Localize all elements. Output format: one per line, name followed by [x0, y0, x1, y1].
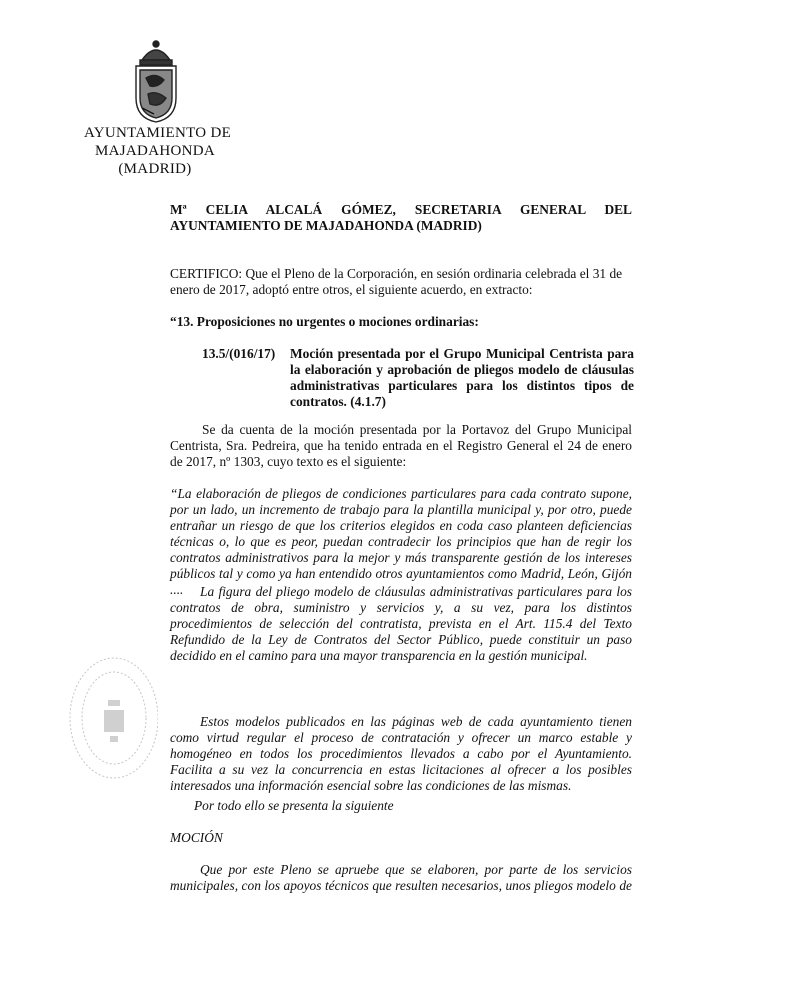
item-heading-text: “13. Proposiciones no urgentes o mociones ordinarias: [170, 314, 479, 329]
certifier-line-2: AYUNTAMIENTO DE MAJADAHONDA (MADRID) [170, 218, 482, 233]
quote1-line-4: técnicas o, lo que es peor, puedan contradecir los principios que han de regir los [170, 534, 632, 549]
quote3-line-2: como virtud regular el proceso de contratación y ofrecer un marco estable y [170, 730, 632, 745]
quote-paragraph-2 [170, 584, 632, 664]
certifier-heading [170, 202, 632, 234]
quote-paragraph-4 [170, 798, 632, 814]
quote3-line-4: Facilita a su vez la concurrencia en estas licitaciones al ofrecer a los posibles [170, 762, 632, 777]
certifico-paragraph [170, 266, 632, 298]
quote1-line-3: entrañar un riesgo de que los criterios elegidos en coda caso planteen deficiencias [170, 518, 632, 533]
intro-line-1: Se da cuenta de la moción presentada por la Portavoz del Grupo Municipal [202, 422, 632, 437]
motion-block [202, 346, 634, 410]
motion-title-line-4: contratos. (4.1.7) [290, 394, 386, 409]
motion-title [290, 346, 634, 410]
quote1-line-1: “La elaboración de pliegos de condiciones particulares para cada contrato supone, [170, 486, 632, 501]
quote1-line-6: públicos tal y como ya han entendido otros ayuntamientos como Madrid, León, Gijón [170, 566, 632, 581]
certifico-line-2: enero de 2017, adoptó entre otros, el siguiente acuerdo, en extracto: [170, 282, 533, 297]
motion-title-line-2: la elaboración y aprobación de pliegos modelo de cláusulas [290, 362, 634, 377]
org-line-2: MAJADAHONDA [95, 143, 215, 159]
quote1-line-2: por un lado, un incremento de trabajo para la plantilla municipal y, por otro, puede [170, 502, 632, 517]
quote3-line-1: Estos modelos publicados en las páginas web de cada ayuntamiento tienen [200, 714, 632, 729]
certifier-line-1: Mª CELIA ALCALÁ GÓMEZ, SECRETARIA GENERAL DEL [170, 202, 632, 217]
mocion-heading [170, 830, 632, 846]
quote3-line-3: homogéneo en todos los procedimientos llevados a cabo por el Ayuntamiento. [170, 746, 632, 761]
intro-line-2: Centrista, Sra. Pedreira, que ha tenido entrada en el Registro General el 24 de enero [170, 438, 632, 453]
quote2-line-2: contratos de obra, suministro y servicios y, a su vez, para los distintos [170, 600, 632, 615]
organization-name [84, 124, 232, 178]
motion-code: 13.5/(016/17) [202, 346, 276, 361]
final-paragraph [170, 862, 632, 894]
motion-title-line-1: Moción presentada por el Grupo Municipal Centrista para [290, 346, 634, 361]
org-line-3: (MADRID) [118, 161, 192, 177]
org-line-1: AYUNTAMIENTO DE [84, 125, 232, 141]
quote3-line-5: interesados una información esencial sobre las condiciones de las mismas. [170, 778, 572, 793]
quote-paragraph-3 [170, 714, 632, 794]
item-heading [170, 314, 632, 330]
intro-line-3: de 2017, nº 1303, cuyo texto es el siguiente: [170, 454, 407, 469]
certifico-line-1: Que el Pleno de la Corporación, en sesión ordinaria celebrada el 31 de [242, 266, 623, 281]
coat-of-arms-icon [128, 38, 184, 124]
quote2-line-1: La figura del pliego modelo de cláusulas administrativas particulares para los [200, 584, 632, 599]
quote-paragraph-1 [170, 486, 632, 598]
mocion-heading-text: MOCIÓN [170, 830, 223, 845]
quote1-line-7: .... [170, 582, 184, 597]
certifico-lead: CERTIFICO: [170, 266, 243, 281]
quote2-line-5: decidido en el camino para una mayor transparencia en la gestión municipal. [170, 648, 588, 663]
intro-paragraph [170, 422, 632, 470]
quote2-line-3: procedimientos de selección del contratista, prevista en el Art. 115.4 del Texto [170, 616, 632, 631]
motion-title-line-3: administrativas particulares para los distintos tipos de [290, 378, 634, 393]
final-line-1: Que por este Pleno se apruebe que se elaboren, por parte de los servicios [200, 862, 632, 877]
official-stamp-icon [58, 652, 158, 782]
quote2-line-4: Refundido de la Ley de Contratos del Sector Público, puede constituir un paso [170, 632, 632, 647]
quote1-line-5: contratos administrativos para la mejor y más transparente gestión de los intereses [170, 550, 632, 565]
final-line-2: municipales, con los apoyos técnicos que resulten necesarios, unos pliegos modelo de [170, 878, 632, 893]
quote4-line-1: Por todo ello se presenta la siguiente [194, 798, 394, 813]
